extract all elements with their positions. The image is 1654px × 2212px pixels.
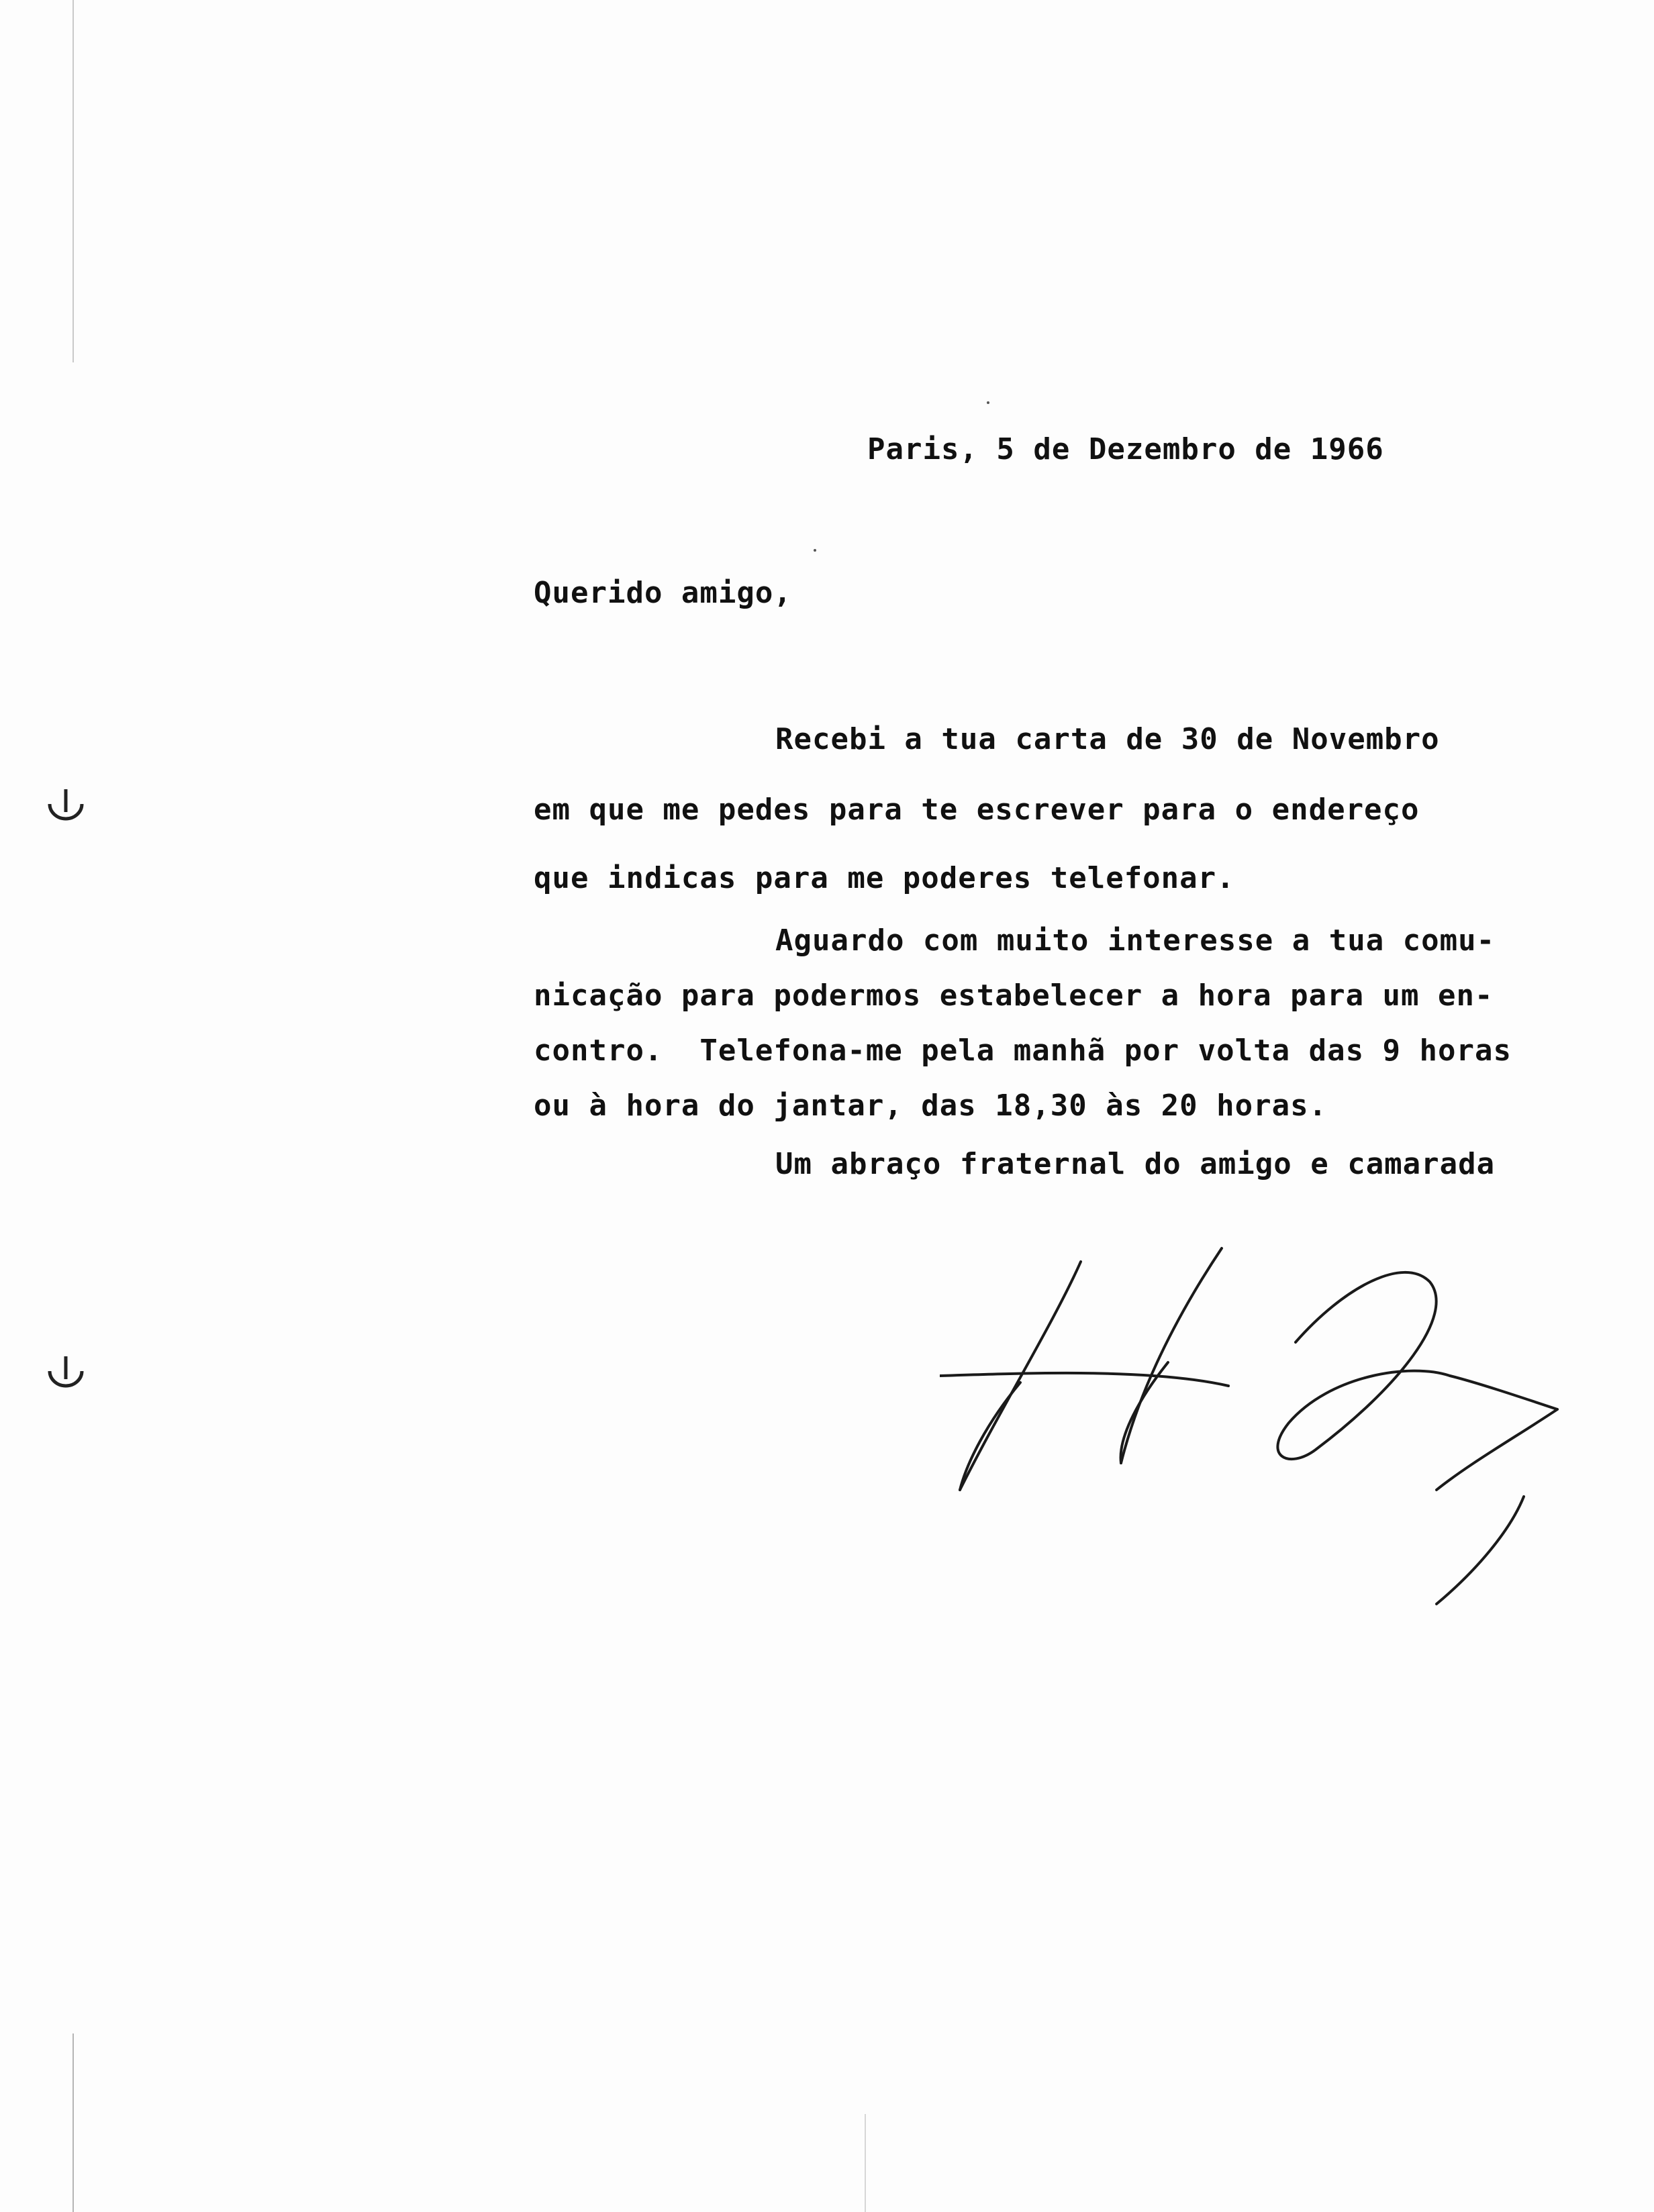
paragraph-2-line-4: ou à hora do jantar, das 18,30 às 20 horas. bbox=[534, 1089, 1328, 1123]
paragraph-1-line-1: Recebi a tua carta de 30 de Novembro bbox=[775, 722, 1440, 756]
letter-salutation: Querido amigo, bbox=[534, 576, 792, 610]
punch-hole-mark-top bbox=[42, 785, 89, 832]
paragraph-2-line-1: Aguardo com muito interesse a tua comu- bbox=[775, 923, 1496, 958]
page-edge-line-bottom bbox=[72, 2033, 74, 2212]
handwritten-signature bbox=[940, 1208, 1584, 1624]
paragraph-1-line-2: em que me pedes para te escrever para o endereço bbox=[534, 793, 1420, 827]
paragraph-1-line-3: que indicas para me poderes telefonar. bbox=[534, 861, 1235, 895]
fold-mark bbox=[865, 2114, 866, 2212]
ink-speck bbox=[814, 549, 816, 552]
ink-speck bbox=[987, 401, 989, 404]
punch-hole-mark-bottom bbox=[42, 1352, 89, 1399]
paragraph-2-line-2: nicação para podermos estabelecer a hora para um en- bbox=[534, 978, 1494, 1013]
letter-closing: Um abraço fraternal do amigo e camarada bbox=[775, 1147, 1496, 1181]
page-edge-line-top bbox=[72, 0, 74, 362]
letter-dateline: Paris, 5 de Dezembro de 1966 bbox=[867, 432, 1384, 466]
paragraph-2-line-3: contro. Telefona-me pela manhã por volta das 9 horas bbox=[534, 1034, 1512, 1068]
